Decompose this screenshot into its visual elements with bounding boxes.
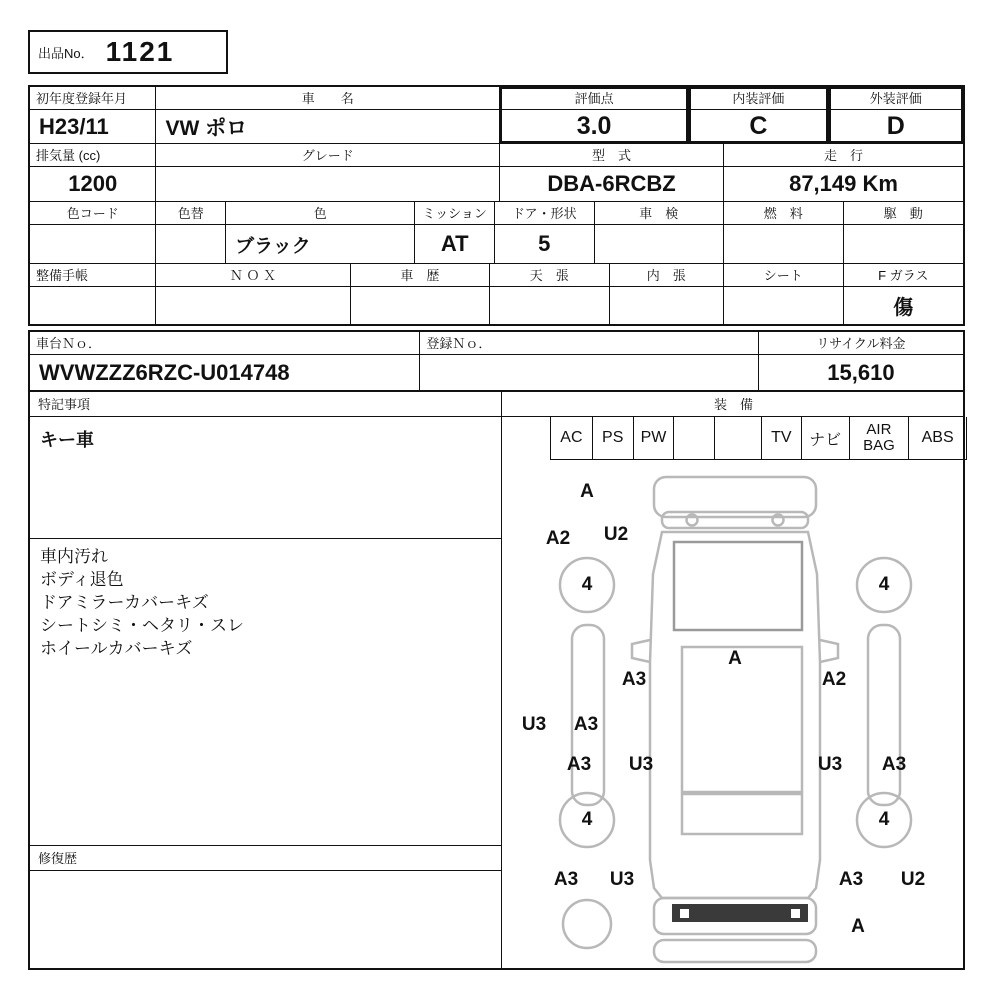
damage-marker: A3 xyxy=(621,669,647,690)
field-model-code xyxy=(500,144,724,201)
reg-date-label: 初年度登録年月 xyxy=(30,87,155,110)
row-chassis xyxy=(30,332,963,390)
field-door-shape xyxy=(495,202,595,263)
windshield xyxy=(674,542,802,630)
nox-label: Ｎ Ｏ Ｘ xyxy=(156,264,349,287)
row-model xyxy=(30,144,963,202)
interior-grade-label: 内装評価 xyxy=(689,87,827,110)
car-name-label: 車 名 xyxy=(156,87,499,110)
damage-marker: U2 xyxy=(900,869,926,890)
field-grade xyxy=(156,144,500,201)
registration-no-label: 登録Ｎｏ． xyxy=(420,332,758,355)
equip-navi: ナビ xyxy=(802,417,850,459)
damage-marker: U3 xyxy=(521,714,547,735)
maintenance-book-value xyxy=(30,287,155,324)
license-plate xyxy=(672,904,808,922)
field-score xyxy=(500,87,689,143)
door-shape-value: 5 xyxy=(538,231,551,256)
side-panel-right xyxy=(868,625,900,805)
recycle-fee-label: リサイクル料金 xyxy=(759,332,963,355)
damage-marker: 4 xyxy=(878,809,890,830)
field-reg-date xyxy=(30,87,156,143)
field-registration-no xyxy=(420,332,759,390)
field-color-change xyxy=(156,202,226,263)
mileage-value: 87,149 Km xyxy=(789,171,898,196)
damage-marker: U3 xyxy=(817,754,843,775)
color-change-value xyxy=(156,225,225,263)
inspection-value xyxy=(595,225,723,263)
equip-abs: ABS xyxy=(921,429,954,446)
lot-number-label: 出品No． xyxy=(38,45,94,61)
model-code-value: DBA-6RCBZ xyxy=(547,171,676,196)
front-glass-value: 傷 xyxy=(893,297,914,319)
interior-grade-value: C xyxy=(749,112,768,140)
car-name-value: VW ポロ xyxy=(165,116,248,140)
headlight-strip xyxy=(662,512,808,528)
equip-ps: PS xyxy=(593,417,634,459)
damage-marker: A xyxy=(728,648,742,669)
chassis-no-value: WVWZZZ6RZC-U014748 xyxy=(39,359,290,385)
damage-marker: U3 xyxy=(609,869,635,890)
color-change-label: 色替 xyxy=(156,202,225,225)
model-code-label: 型 式 xyxy=(500,144,723,167)
damage-marker: 4 xyxy=(878,574,890,595)
drive-value xyxy=(844,225,963,263)
car-history-label: 車 歴 xyxy=(351,264,489,287)
score-value: 3.0 xyxy=(576,112,612,140)
field-transmission xyxy=(415,202,495,263)
transmission-value: AT xyxy=(440,231,469,256)
equip-airbag-text: AIR BAG xyxy=(863,421,895,454)
door-shape-label: ドア・形状 xyxy=(495,202,594,225)
special-notes-label: 特記事項 xyxy=(30,392,501,417)
condition-line: 車内汚れ xyxy=(40,547,108,566)
row-color xyxy=(30,202,963,264)
damage-marker: 4 xyxy=(581,809,593,830)
equipment-label: 装 備 xyxy=(502,392,963,417)
equipment-row xyxy=(550,417,967,460)
field-seat xyxy=(724,264,843,324)
field-drive xyxy=(844,202,963,263)
field-car-history xyxy=(351,264,490,324)
interior-trim-value xyxy=(610,287,724,324)
exterior-grade-value: D xyxy=(886,112,905,140)
field-interior-trim xyxy=(610,264,725,324)
reg-date-value: H23/11 xyxy=(39,113,109,139)
displacement-label: 排気量 (cc) xyxy=(30,144,155,167)
damage-marker: U2 xyxy=(603,524,629,545)
damage-marker: A xyxy=(580,481,594,502)
equipment-column xyxy=(502,392,963,968)
equip-airbag xyxy=(850,417,910,459)
damage-marker: A3 xyxy=(881,754,907,775)
damage-marker: A3 xyxy=(838,869,864,890)
seat-value xyxy=(724,287,842,324)
maintenance-book-label: 整備手帳 xyxy=(30,264,155,287)
rear-window xyxy=(682,794,802,834)
field-inspection xyxy=(595,202,724,263)
damage-marker: A3 xyxy=(573,714,599,735)
condition-line: ドアミラーカバーキズ xyxy=(40,593,209,612)
color-code-value xyxy=(30,225,155,263)
field-displacement xyxy=(30,144,156,201)
damage-marker: A xyxy=(851,916,865,937)
nox-value xyxy=(156,287,349,324)
lot-number-value: 1121 xyxy=(105,36,175,67)
car-body-outline xyxy=(650,532,820,898)
color-label: 色 xyxy=(226,202,414,225)
field-car-name xyxy=(156,87,500,143)
damage-diagram xyxy=(502,462,967,972)
transmission-label: ミッション xyxy=(415,202,494,225)
car-history-value xyxy=(351,287,489,324)
field-color-code xyxy=(30,202,156,263)
equip-ac: AC xyxy=(551,417,593,459)
field-nox xyxy=(156,264,350,324)
damage-marker: A2 xyxy=(821,669,847,690)
damage-marker: A3 xyxy=(566,754,592,775)
interior-trim-label: 内 張 xyxy=(610,264,724,287)
chassis-no-label: 車台Ｎｏ． xyxy=(30,332,419,355)
damage-marker: A3 xyxy=(553,869,579,890)
lot-number-box xyxy=(28,30,228,74)
field-recycle-fee xyxy=(759,332,963,390)
field-maintenance-book xyxy=(30,264,156,324)
equip-pw: PW xyxy=(634,417,675,459)
condition-line: ボディ退色 xyxy=(40,570,124,589)
registration-no-value xyxy=(420,355,758,390)
field-chassis-no xyxy=(30,332,420,390)
rear-lower-trim xyxy=(654,940,816,962)
headliner-value xyxy=(490,287,608,324)
field-fuel xyxy=(724,202,843,263)
field-exterior-grade xyxy=(829,87,963,143)
mirror-right xyxy=(820,640,838,662)
mirror-left xyxy=(632,640,650,662)
condition-line: ホイールカバーキズ xyxy=(40,639,193,658)
field-interior-grade xyxy=(689,87,828,143)
recycle-fee-value: 15,610 xyxy=(827,359,895,385)
field-mileage xyxy=(724,144,963,201)
condition-notes-area xyxy=(30,539,501,846)
damage-marker: 4 xyxy=(581,574,593,595)
equip-empty-2 xyxy=(715,417,762,459)
grade-value xyxy=(156,167,499,201)
damage-marker: U3 xyxy=(628,754,654,775)
bottom-section xyxy=(28,390,965,970)
grade-label: グレード xyxy=(156,144,499,167)
headliner-label: 天 張 xyxy=(490,264,608,287)
car-diagram-svg xyxy=(502,462,967,972)
chassis-table xyxy=(28,330,965,392)
color-value: ブラック xyxy=(235,235,311,257)
inspection-label: 車 検 xyxy=(595,202,723,225)
damage-marker: A2 xyxy=(545,528,571,549)
field-color xyxy=(226,202,415,263)
fuel-label: 燃 料 xyxy=(724,202,842,225)
condition-line: シートシミ・ヘタリ・スレ xyxy=(40,616,244,635)
fuel-value xyxy=(724,225,842,263)
row-registration xyxy=(30,87,963,144)
spare-tire xyxy=(563,900,611,948)
equip-tv: TV xyxy=(762,417,802,459)
special-notes-area xyxy=(30,417,501,539)
row-condition xyxy=(30,264,963,324)
mileage-label: 走 行 xyxy=(724,144,963,167)
front-glass-label: F ガラス xyxy=(844,264,963,287)
exterior-grade-label: 外装評価 xyxy=(829,87,963,110)
plate-square-left xyxy=(680,909,689,918)
field-front-glass xyxy=(844,264,963,324)
displacement-value: 1200 xyxy=(68,171,118,196)
special-note: キー車 xyxy=(40,430,94,450)
repair-history-label: 修復歴 xyxy=(30,846,501,871)
equip-empty-1 xyxy=(674,417,715,459)
plate-square-right xyxy=(791,909,800,918)
drive-label: 駆 動 xyxy=(844,202,963,225)
color-code-label: 色コード xyxy=(30,202,155,225)
repair-history-area xyxy=(30,871,501,968)
spec-table xyxy=(28,85,965,326)
seat-label: シート xyxy=(724,264,842,287)
score-label: 評価点 xyxy=(500,87,688,110)
field-headliner xyxy=(490,264,609,324)
notes-column xyxy=(30,392,502,968)
